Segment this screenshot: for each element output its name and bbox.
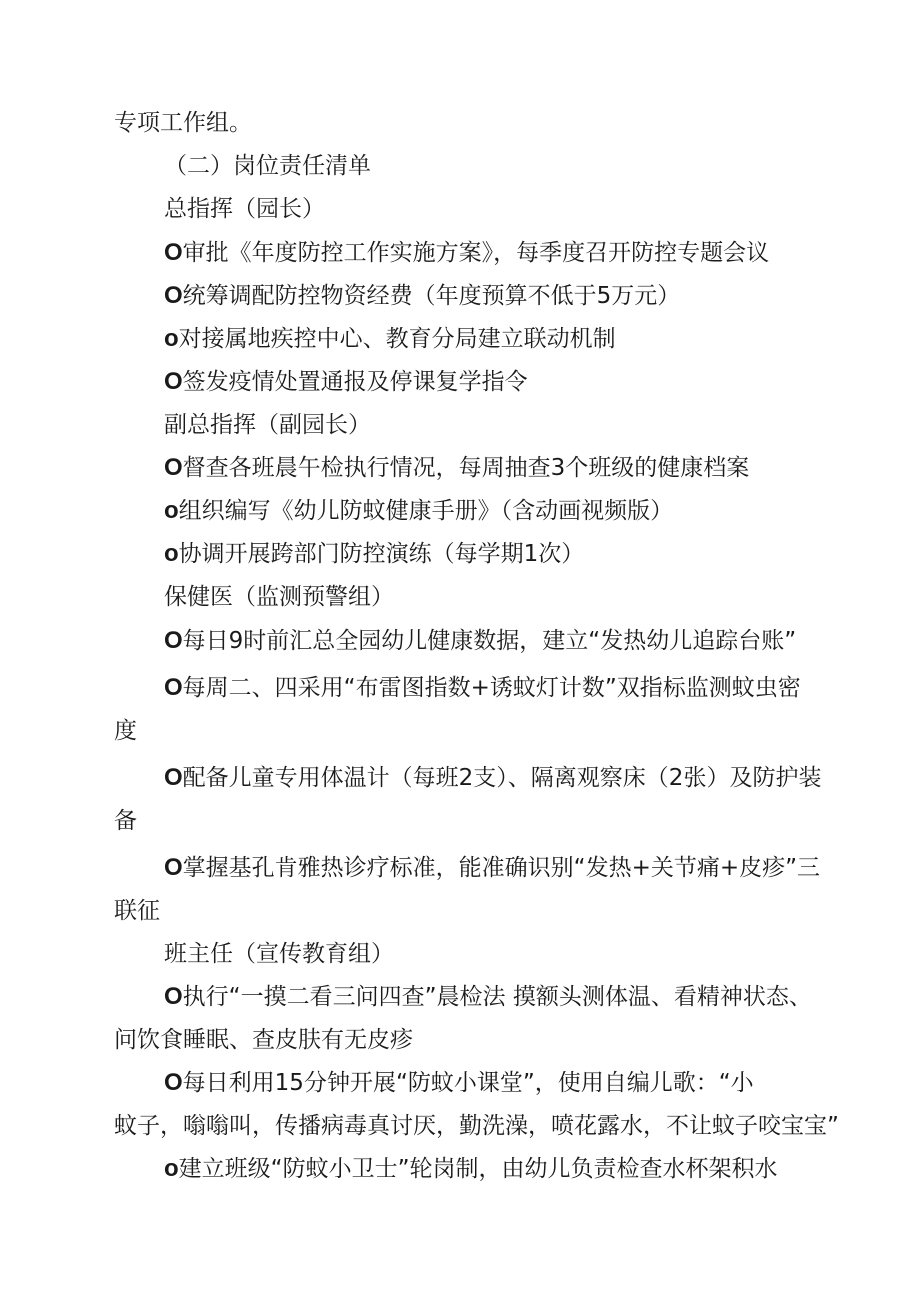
list-item xyxy=(164,1154,778,1184)
bullet-icon: O xyxy=(164,764,183,791)
list-item-text: 配备儿童专用体温计（每班2支）、隔离观察床（2张）及防护装 xyxy=(182,765,822,791)
list-item-continuation: 度 xyxy=(114,718,137,744)
bullet-icon: O xyxy=(164,239,183,266)
list-item xyxy=(164,238,769,268)
bullet-icon: O xyxy=(164,368,183,395)
bullet-icon: o xyxy=(164,325,179,352)
role-heading: 班主任（宣传教育组） xyxy=(164,941,394,967)
bullet-icon: O xyxy=(164,1069,183,1096)
list-item xyxy=(164,673,801,703)
role-heading: 保健医（监测预警组） xyxy=(164,584,394,610)
list-item-text: 协调开展跨部门防控演练（每学期1次） xyxy=(178,541,585,567)
list-item-continuation: 备 xyxy=(114,808,137,834)
bullet-icon: O xyxy=(164,627,183,654)
list-item xyxy=(164,496,673,526)
bullet-icon: o xyxy=(164,1155,179,1182)
list-item-text: 每周二、四采用“布雷图指数+诱蚊灯计数”双指标监测蚊虫密 xyxy=(182,675,801,701)
list-item xyxy=(164,453,749,483)
list-item xyxy=(164,367,528,397)
bullet-icon: O xyxy=(164,454,183,481)
bullet-icon: O xyxy=(164,674,183,701)
bullet-icon: O xyxy=(164,983,183,1010)
list-item xyxy=(164,626,796,656)
bullet-icon: O xyxy=(164,854,183,881)
list-item xyxy=(164,853,820,883)
bullet-icon: o xyxy=(164,540,179,567)
list-item-text: 督查各班晨午检执行情况，每周抽查3个班级的健康档案 xyxy=(182,455,750,481)
list-item-text: 签发疫情处置通报及停课复学指令 xyxy=(182,369,528,395)
list-item-continuation: 蚊子，嗡嗡叫，传播病毒真讨厌，勤洗澡，喷花露水，不让蚊子咬宝宝” xyxy=(114,1113,839,1139)
role-heading: 总指挥（园长） xyxy=(164,196,325,222)
list-item xyxy=(164,281,680,311)
bullet-icon: o xyxy=(164,497,179,524)
list-item-text: 审批《年度防控工作实施方案》，每季度召开防控专题会议 xyxy=(182,240,770,266)
list-item xyxy=(164,324,616,354)
list-item-text: 统筹调配防控物资经费（年度预算不低于5万元） xyxy=(182,283,681,309)
list-item xyxy=(164,982,812,1012)
list-item xyxy=(164,539,584,569)
bullet-icon: O xyxy=(164,282,183,309)
section-heading: （二）岗位责任清单 xyxy=(164,153,371,179)
list-item-continuation: 问饮食睡眠、查皮肤有无皮疹 xyxy=(114,1027,413,1053)
list-item xyxy=(164,1068,754,1098)
list-item xyxy=(164,763,821,793)
list-item-text: 每日利用15分钟开展“防蚊小课堂”，使用自编儿歌：“小 xyxy=(182,1070,754,1096)
list-item-text: 每日9时前汇总全园幼儿健康数据，建立“发热幼儿追踪台账” xyxy=(182,628,797,654)
list-item-text: 组织编写《幼儿防蚊健康手册》（含动画视频版） xyxy=(178,498,674,524)
list-item-text: 对接属地疾控中心、教育分局建立联动机制 xyxy=(178,326,616,352)
role-heading: 副总指挥（副园长） xyxy=(164,412,371,438)
paragraph-line: 专项工作组。 xyxy=(114,110,252,136)
list-item-text: 建立班级“防蚊小卫士”轮岗制，由幼儿负责检查水杯架积水 xyxy=(178,1156,778,1182)
list-item-continuation: 联征 xyxy=(114,898,160,924)
list-item-text: 执行“一摸二看三问四查”晨检法 摸额头测体温、看精神状态、 xyxy=(182,984,812,1010)
list-item-text: 掌握基孔肯雅热诊疗标准，能准确识别“发热+关节痛+皮疹”三 xyxy=(182,855,821,881)
